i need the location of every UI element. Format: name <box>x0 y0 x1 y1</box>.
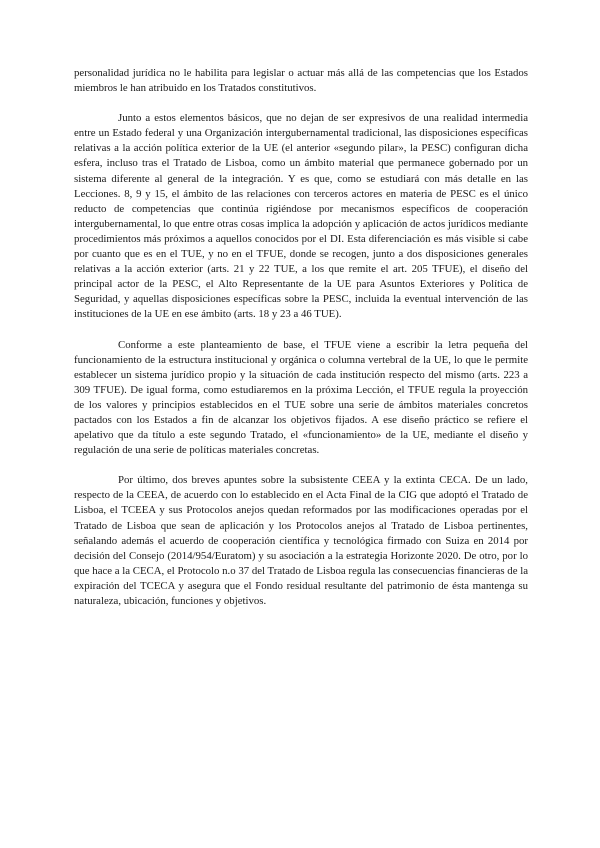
paragraph-ceea-ceca: Por último, dos breves apuntes sobre la subsistente CEEA y la extinta CECA. De un lado, respecto de la CEEA, de acuerdo con lo establecido en el Acta Final de la CIG que adoptó el Tratado de Lisboa, el TCEEA y sus Protocolos anejos quedan reformados por las modificaciones operadas por el Tratado de Lisboa que sean de aplicación y los Protocolos anejos al Tratado de Lisboa pertinentes, señalando además el acuerdo de cooperación científica y tecnológica firmado con Suiza en 2014 por decisión del Consejo (2014/954/Euratom) y su asociación a la estrategia Horizonte 2020. De otro, por lo que hace a la CECA, el Protocolo n.o 37 del Tratado de Lisboa regula las consecuencias financieras de la expiración del TCECA y asegura que el Fondo residual resultante del patrimonio de ésta mantenga su naturaleza, ubicación, funciones y objetivos. <box>74 474 528 607</box>
paragraph-gap <box>74 96 528 111</box>
paragraph-gap <box>74 323 528 338</box>
document-page <box>74 66 528 609</box>
paragraph-gap <box>74 458 528 473</box>
paragraph-continuation: personalidad jurídica no le habilita para legislar o actuar más allá de las competencias que los Estados miembros le han atribuido en los Tratados constitutivos. <box>74 67 528 95</box>
paragraph-pesc: Junto a estos elementos básicos, que no dejan de ser expresivos de una realidad intermedia entre un Estado federal y una Organización intergubernamental tradicional, las disposiciones específicas relativas a la acción política exterior de la UE (el anterior «segundo pilar», la PESC) configuran dicha esfera, incluso tras el Tratado de Lisboa, como un ámbito material que permanece gobernado por un sistema diferente al general de la integración. Y es que, como se estudiará con más detalle en las Lecciones. 8, 9 y 15, el ámbito de las relaciones con terceros actores en materia de PESC es el único reducto de competencias que continúa rigiéndose por mecanismos específicos de cooperación intergubernamental, lo que entre otras cosas implica la adopción y aplicación de actos jurídicos mediante procedimientos más próximos a aquellos conocidos por el DI. Esta diferenciación es más visible si cabe por cuanto que es en el TUE, y no en el TFUE, donde se recogen, junto a dos disposiciones generales relativas a la acción exterior (arts. 21 y 22 TUE, a los que remite el art. 205 TFUE), el diseño del principal actor de la PESC, el Alto Representante de la UE para Asuntos Exteriores y Política de Seguridad, y aquellas disposiciones específicas sobre la PESC, incluida la eventual intervención de las instituciones de la UE en ese ámbito (arts. 18 y 23 a 46 TUE). <box>74 112 528 321</box>
paragraph-tfue: Conforme a este planteamiento de base, el TFUE viene a escribir la letra pequeña del funcionamiento de la estructura institucional y orgánica o columna vertebral de la UE, lo que le permite establecer un sistema jurídico propio y la situación de cada institución respecto del mismo (arts. 223 a 309 TFUE). De igual forma, como estudiaremos en la próxima Lección, el TFUE regula la proyección de los valores y principios establecidos en el TUE sobre una serie de ámbitos materiales concretos pactados con los Estados a fin de alcanzar los objetivos fijados. A ese diseño práctico se refiere el apelativo que da título a este segundo Tratado, el «funcionamiento» de la UE, mediante el diseño y regulación de una serie de políticas materiales concretas. <box>74 338 528 457</box>
